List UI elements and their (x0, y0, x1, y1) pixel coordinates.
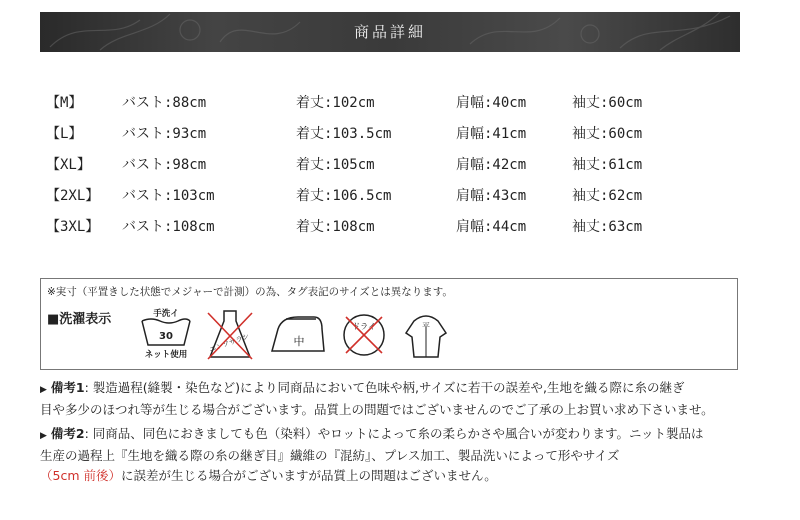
remark-marker: ▶ (40, 385, 47, 395)
bust-value: バスト:108cm (122, 219, 215, 235)
size-row (40, 86, 740, 117)
size-table (40, 86, 740, 241)
bust-value: バスト:93cm (122, 126, 207, 142)
care-heading: ■洗濯表示 (47, 312, 112, 327)
shoulder-value: 肩幅:43cm (456, 188, 527, 204)
remark-2-line3: に誤差が生じる場合がございますが品質上の問題はございません。 (120, 468, 497, 483)
size-label: 【2XL】 (46, 188, 100, 204)
no-bleach-icon (202, 307, 258, 363)
remark-1 (40, 378, 760, 420)
remark-1-line2: 目や多少のほつれ等が生じる場合がございます。品質上の問題ではございませんのでご了承の上お買い求め下さいませ。 (40, 402, 714, 417)
sleeve-value: 袖丈:60cm (572, 126, 643, 142)
no-bleach-text: エンソサラシ (208, 332, 251, 355)
remark-2-size-tolerance: （5cm 前後） (40, 468, 121, 483)
iron-medium-text: 中 (293, 335, 305, 348)
measurement-note: ※実寸（平置きした状態でメジャーで計測）の為、タグ表記のサイズとは異なります。 (47, 286, 453, 298)
remark-2-line2: 生産の過程上『生地を織る際の糸の継ぎ目』繊維の『混紡』、プレス加工、製品洗いによって形やサイズ (40, 448, 620, 463)
no-dry-clean-icon (336, 307, 392, 363)
sleeve-value: 袖丈:61cm (572, 157, 643, 173)
length-value: 着丈:103.5cm (296, 126, 392, 142)
hand-wash-top-text: 手洗イ (153, 309, 179, 319)
size-row (40, 117, 740, 148)
hand-wash-bottom-text: ネット使用 (144, 350, 188, 360)
shoulder-value: 肩幅:41cm (456, 126, 527, 142)
sleeve-value: 袖丈:62cm (572, 188, 643, 204)
remark-2-label: 備考2 (50, 426, 85, 441)
length-value: 着丈:105cm (296, 157, 375, 173)
remark-1-label: 備考1 (50, 380, 85, 395)
bust-value: バスト:88cm (122, 95, 207, 111)
flat-dry-icon (398, 307, 454, 363)
shoulder-value: 肩幅:42cm (456, 157, 527, 173)
sleeve-value: 袖丈:63cm (572, 219, 643, 235)
hand-wash-icon (136, 307, 192, 363)
shoulder-value: 肩幅:40cm (456, 95, 527, 111)
size-label: 【M】 (46, 95, 83, 111)
section-banner (40, 12, 740, 52)
size-row (40, 179, 740, 210)
sleeve-value: 袖丈:60cm (572, 95, 643, 111)
care-box (40, 278, 738, 370)
remark-2-line1: : 同商品、同色におきましても色（染料）やロットによって糸の柔らかさや風合いが変わります。ニット製品は (84, 426, 704, 441)
length-value: 着丈:102cm (296, 95, 375, 111)
size-label: 【3XL】 (46, 219, 100, 235)
length-value: 着丈:106.5cm (296, 188, 392, 204)
flat-dry-text: 平 (422, 322, 430, 331)
banner-title: 商品詳細 (353, 23, 426, 41)
no-dry-clean-text: ドライ (352, 322, 376, 331)
size-row (40, 210, 740, 241)
length-value: 着丈:108cm (296, 219, 375, 235)
shoulder-value: 肩幅:44cm (456, 219, 527, 235)
bust-value: バスト:103cm (122, 188, 215, 204)
iron-medium-icon (268, 307, 324, 363)
size-label: 【XL】 (46, 157, 91, 173)
remark-marker: ▶ (40, 431, 47, 441)
hand-wash-temp-text: 30 (159, 331, 173, 342)
remark-1-line1: : 製造過程(縫製・染色など)により同商品において色味や柄,サイズに若干の誤差や,生地を織る際に糸の継ぎ (84, 380, 685, 395)
remark-2 (40, 424, 760, 486)
size-row (40, 148, 740, 179)
bust-value: バスト:98cm (122, 157, 207, 173)
size-label: 【L】 (46, 126, 83, 142)
